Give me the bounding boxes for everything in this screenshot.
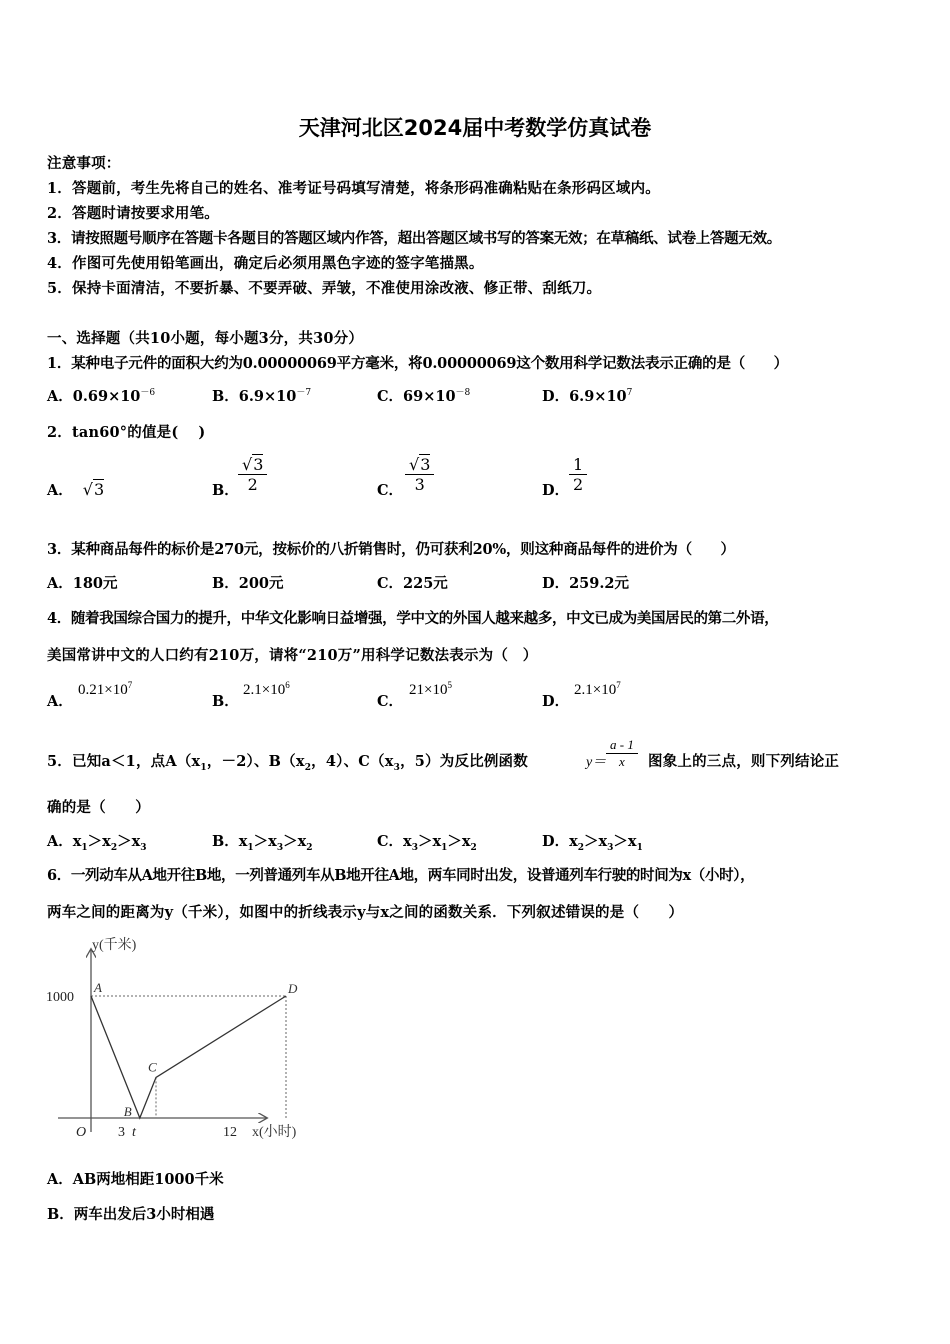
q4-option-b-label: B． [212, 693, 239, 710]
point-label-b: B [123, 1104, 132, 1119]
notice-item: 4．作图可先使用铅笔画出，确定后必须用黑色字迹的签字笔描黑。 [47, 255, 484, 272]
question-4-text-line2: 美国常讲中文的人口约有210万，请将“210万”用科学记数法表示为（ ） [47, 647, 538, 664]
x-axis-label: x(小时) [252, 1125, 297, 1140]
sqrt-symbol: √3 [409, 455, 431, 474]
q5-option-b: B．$x_1>x_3>x_2$ [212, 833, 313, 853]
q5-function-y: y＝ [586, 755, 607, 770]
q3-option-b: B．200元 [212, 575, 284, 592]
x-tick-12: 12 [223, 1125, 237, 1140]
q3-option-a: A．180元 [47, 575, 118, 592]
point-label-c: C [148, 1059, 157, 1075]
notice-item: 5．保持卡面清洁，不要折暴、不要弄破、弄皱，不准使用涂改液、修正带、刮纸刀。 [47, 280, 602, 297]
question-6-text-line2: 两车之间的距离为y（千米），如图中的折线表示y与x之间的函数关系．下列叙述错误的是（ ） [47, 904, 684, 921]
question-6-text-line1: 6．一列动车从A地开往B地，一列普通列车从B地开往A地，两车同时出发，设普通列车行驶的时间为x（小时）， [47, 867, 755, 884]
x-tick-3: 3 [118, 1125, 125, 1140]
section-heading: 一、选择题（共10小题，每小题3分，共30分） [47, 330, 364, 347]
question-3-text: 3．某种商品每件的标价是270元，按标价的八折销售时，仍可获利20%，则这种商品每件的进价为（ ） [47, 541, 735, 558]
q6-option-a: A．AB两地相距1000千米 [47, 1171, 224, 1188]
question-5-text-line1: 5．已知a＜1，点$A(x_1$，－2）、$B(x_2$，4）、$C(x_3$，5）为反比例函数 [47, 753, 528, 773]
notice-item: 2．答题时请按要求用笔。 [47, 205, 219, 222]
q2-option-d-fraction: $\frac{1}{2}$ [569, 455, 587, 494]
q6-option-b: B．两车出发后3小时相遇 [47, 1206, 215, 1223]
q4-option-c-label: C． [377, 693, 404, 710]
q1-option-c: C．$69\times 10^{-8}$ [377, 388, 471, 405]
q1-option-d: D．$6.9\times 10^7$ [542, 388, 633, 405]
q4-option-a-label: A． [47, 693, 73, 710]
distance-time-graph [40, 935, 310, 1150]
sqrt-symbol: √3 [242, 455, 264, 474]
q1-option-b: B．$6.9\times 10^{-7}$ [212, 388, 312, 405]
y-tick-1000: 1000 [46, 990, 74, 1005]
x-tick-t: t [132, 1125, 136, 1140]
point-label-a: A [94, 980, 102, 995]
sqrt-symbol: √3 [82, 480, 105, 499]
notice-item: 3．请按照题号顺序在答题卡各题目的答题区域内作答，超出答题区域书写的答案无效；在草稿纸、试卷上答题无效。 [47, 230, 781, 247]
y-axis-label: y(千米) [92, 938, 137, 953]
q2-option-c-label: C． [377, 482, 404, 499]
notice-item: 1．答题前，考生先将自己的姓名、准考证号码填写清楚，将条形码准确粘贴在条形码区域内。 [47, 180, 660, 197]
question-5-text-line2: 确的是（ ） [47, 799, 150, 816]
series-line [91, 996, 286, 1118]
question-5-text-line1-end: 图象上的三点，则下列结论正 [648, 753, 840, 770]
q5-option-a: A．$x_1>x_2>x_3$ [47, 833, 147, 853]
question-2-text: 2．tan60°的值是( ) [47, 424, 206, 441]
x-tick-origin: O [76, 1125, 87, 1140]
q4-option-a-value: $0.21\times 10^7$ [78, 680, 133, 698]
q4-option-d-label: D． [542, 693, 570, 710]
q2-option-a: A． √3 [47, 480, 105, 499]
q1-option-a: A．$0.69\times 10^{-6}$ [47, 388, 156, 405]
q2-option-b-label: B． [212, 482, 239, 499]
q5-option-d: D．$x_2>x_3>x_1$ [542, 833, 643, 853]
q2-option-b-fraction: $\frac{√3}{2}$ [238, 455, 267, 494]
question-1-text: 1．某种电子元件的面积大约为0.00000069平方毫米，将0.00000069这个数用科学记数法表示正确的是（ ） [47, 355, 788, 372]
page-title: 天津河北区2024届中考数学仿真试卷 [298, 116, 652, 140]
q4-option-c-value: $21\times 10^5$ [409, 680, 452, 698]
q5-function-fraction: $\frac{a - 1}{x}$ [606, 737, 638, 770]
question-4-text-line1: 4．随着我国综合国力的提升，中华文化影响日益增强，学中文的外国人越来越多，中文已成为美国居民的第二外语， [47, 610, 779, 627]
q2-option-c-fraction: $\frac{√3}{3}$ [405, 455, 434, 494]
q5-option-c: C．$x_3>x_1>x_2$ [377, 833, 477, 853]
q3-option-d: D．259.2元 [542, 575, 629, 592]
q4-option-d-value: $2.1\times 10^7$ [574, 680, 621, 698]
point-label-d: D [288, 981, 298, 996]
q4-option-b-value: $2.1\times 10^6$ [243, 680, 290, 698]
notice-heading: 注意事项： [47, 155, 121, 172]
q3-option-c: C．225元 [377, 575, 448, 592]
q2-option-d-label: D． [542, 482, 570, 499]
